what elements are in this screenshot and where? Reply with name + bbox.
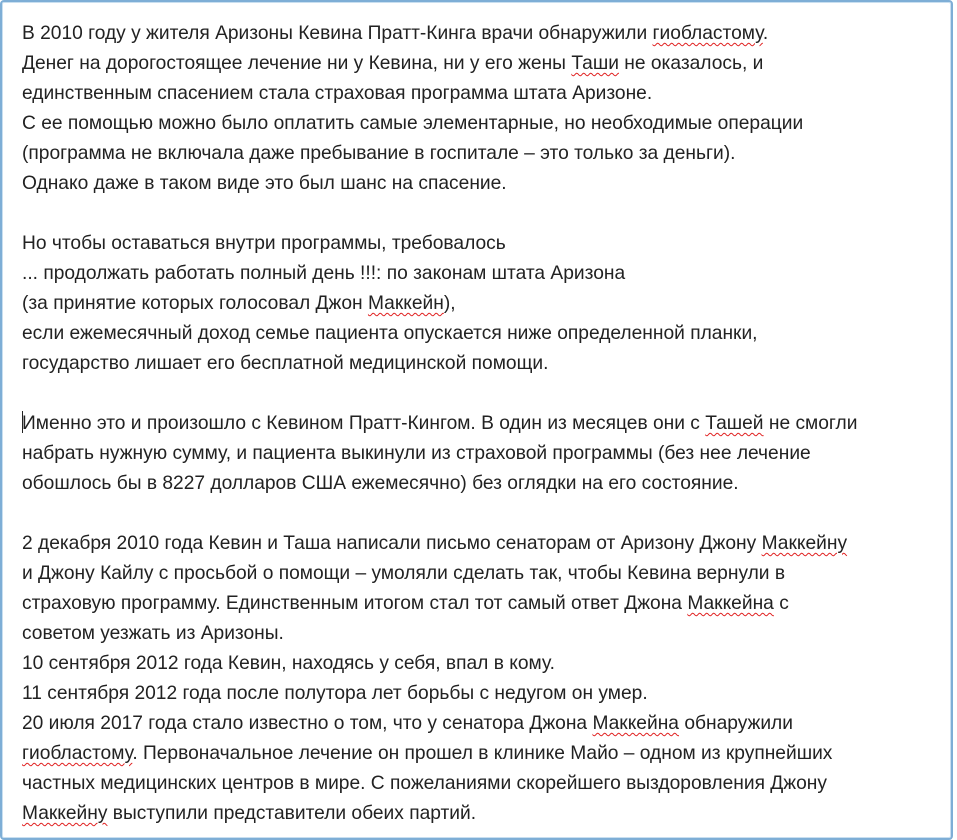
text-run: с	[773, 593, 789, 614]
text-run: .	[762, 23, 769, 44]
text-line	[22, 589, 952, 619]
misspelled-word[interactable]: Маккейну	[22, 803, 108, 824]
text-line	[22, 49, 952, 79]
text-run: (программа не включала даже пребывание в госпитале – это только за деньги).	[22, 143, 736, 164]
text-line	[22, 529, 952, 559]
text-run: обнаружили	[678, 713, 793, 734]
blank-line	[22, 379, 952, 409]
text-run: 2 декабря 2010 года Кевин и Таша написали письмо сенаторам от Аризону Джону	[22, 533, 762, 554]
text-line	[22, 349, 952, 379]
text-line	[22, 649, 952, 679]
text-run: набрать нужную сумму, и пациента выкинули из страховой программы (без нее лечение	[22, 443, 811, 464]
editor-content[interactable]	[22, 19, 952, 829]
text-line	[22, 79, 952, 109]
text-run: Но чтобы оставаться внутри программы, требовалось	[22, 233, 506, 254]
text-line	[22, 409, 952, 439]
text-run: . Первоначальное лечение он прошел в клинике Майо – одном из крупнейших	[132, 743, 833, 764]
text-run: не смогли	[763, 413, 858, 434]
text-line	[22, 259, 952, 289]
misspelled-word[interactable]: гиобластому	[22, 743, 133, 764]
text-run: страховую программу. Единственным итогом стал тот самый ответ Джона	[22, 593, 688, 614]
text-line	[22, 19, 952, 49]
text-line	[22, 679, 952, 709]
misspelled-word[interactable]: Маккейна	[592, 713, 679, 734]
paragraph	[22, 409, 952, 499]
text-run: частных медицинских центров в мире. С пожеланиями скорейшего выздоровления Джону	[22, 773, 827, 794]
text-run: обошлось бы в 8227 долларов США ежемесячно) без оглядки на его состояние.	[22, 473, 739, 494]
blank-line	[22, 499, 952, 529]
text-run: Однако даже в таком виде это был шанс на спасение.	[22, 173, 507, 194]
text-line	[22, 739, 952, 769]
text-run: 20 июля 2017 года стало известно о том, что у сенатора Джона	[22, 713, 593, 734]
text-line	[22, 439, 952, 469]
text-line	[22, 319, 952, 349]
text-line	[22, 229, 952, 259]
misspelled-word[interactable]: гиобластому	[652, 23, 763, 44]
text-run: если ежемесячный доход семье пациента опускается ниже определенной планки,	[22, 323, 758, 344]
text-run: Денег на дорогостоящее лечение ни у Кевина, ни у его жены	[22, 53, 572, 74]
text-line	[22, 109, 952, 139]
paragraph	[22, 19, 952, 199]
text-run: единственным спасением стала страховая программа штата Аризоне.	[22, 83, 653, 104]
text-run: ),	[443, 293, 456, 314]
text-run: (за принятие которых голосовал Джон	[22, 293, 368, 314]
misspelled-word[interactable]: Таши	[571, 53, 619, 74]
text-line	[22, 289, 952, 319]
text-run: выступили представители обеих партий.	[107, 803, 477, 824]
text-run: 10 сентября 2012 года Кевин, находясь у себя, впал в кому.	[22, 653, 555, 674]
misspelled-word[interactable]: Маккейн	[367, 293, 444, 314]
paragraph	[22, 529, 952, 829]
text-run: государство лишает его бесплатной медицинской помощи.	[22, 353, 549, 374]
blank-line	[22, 199, 952, 229]
text-run: ... продолжать работать полный день !!!: по законам штата Аризона	[22, 263, 626, 284]
text-run: и Джону Кайлу с просьбой о помощи – умоляли сделать так, чтобы Кевина вернули в	[22, 563, 786, 584]
misspelled-word[interactable]: Маккейну	[761, 533, 848, 554]
text-run: не оказалось, и	[618, 53, 764, 74]
text-line	[22, 559, 952, 589]
text-run: советом уезжать из Аризоны.	[22, 623, 284, 644]
text-line	[22, 709, 952, 739]
text-line	[22, 799, 952, 829]
text-line	[22, 619, 952, 649]
text-line	[22, 169, 952, 199]
text-run: В 2010 году у жителя Аризоны Кевина Пратт-Кинга врачи обнаружили	[22, 23, 653, 44]
misspelled-word[interactable]: Маккейна	[687, 593, 774, 614]
text-line	[22, 469, 952, 499]
misspelled-word[interactable]: Ташей	[705, 413, 764, 434]
paragraph	[22, 229, 952, 379]
text-run: 11 сентября 2012 года после полутора лет борьбы с недугом он умер.	[22, 683, 648, 704]
text-line	[22, 769, 952, 799]
text-run: С ее помощью можно было оплатить самые элементарные, но необходимые операции	[22, 113, 804, 134]
text-line	[22, 139, 952, 169]
text-run: Именно это и произошло с Кевином Пратт-Кингом. В один из месяцев они с	[22, 413, 706, 434]
